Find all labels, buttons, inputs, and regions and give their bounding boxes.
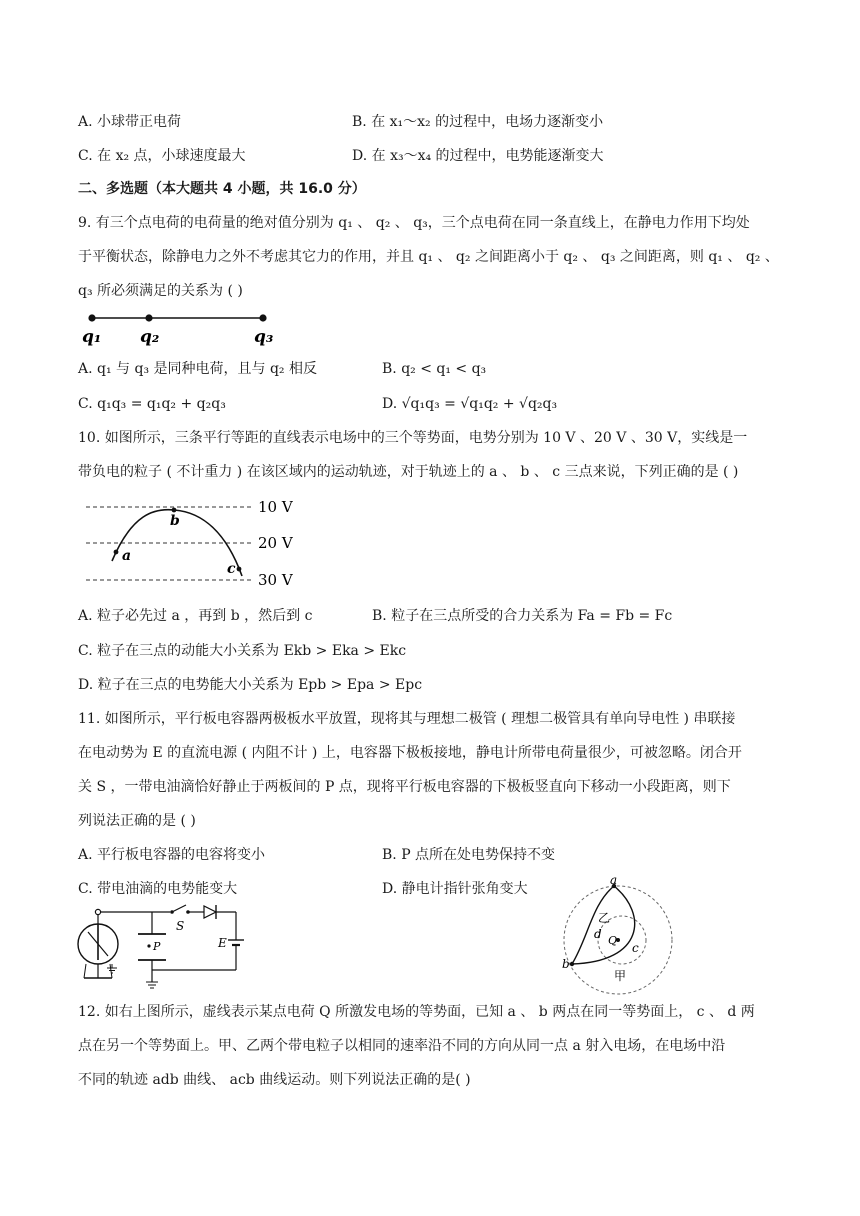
label-e: E: [218, 936, 227, 950]
charge-dot-q3: [259, 314, 266, 321]
point-b: [570, 962, 574, 966]
charge-dot-q1: [88, 314, 95, 321]
q9-stem-line1: 9. 有三个点电荷的电荷量的绝对值分别为 q₁ 、 q₂ 、 q₃，三个点电荷在同一条直线上，在静电力作用下均处: [78, 215, 750, 231]
q10-option-b: B. 粒子在三点所受的合力关系为 Fa = Fb = Fc: [372, 608, 673, 624]
q8-option-c: C. 在 x₂ 点，小球速度最大: [78, 148, 246, 164]
q9-stem-line3: q₃ 所必须满足的关系为 ( ): [78, 283, 243, 299]
label-10v: 10 V: [258, 498, 293, 516]
q11-stem-line3: 关 S ，一带电油滴恰好静止于两板间的 P 点，现将平行板电容器的下极板竖直向下移动一小段距离，则下: [78, 779, 731, 795]
label-c: c: [632, 941, 639, 955]
label-yi: 乙: [598, 911, 611, 925]
section-heading: 二、多选题（本大题共 4 小题，共 16.0 分）: [78, 181, 366, 197]
q11-option-d: D. 静电计指针张角变大: [382, 881, 528, 897]
label-20v: 20 V: [258, 534, 293, 552]
q8-option-b: B. 在 x₁～x₂ 的过程中，电场力逐渐变小: [352, 114, 604, 130]
q10-option-a: A. 粒子必先过 a ，再到 b ，然后到 c: [78, 608, 313, 624]
label-q: Q: [608, 934, 618, 947]
q11-option-c: C. 带电油滴的电势能变大: [78, 881, 238, 897]
charge-dot-q2: [145, 314, 152, 321]
q10-option-d: D. 粒子在三点的电势能大小关系为 Epb > Epa > Epc: [78, 677, 423, 693]
charge-label-q1: q₁: [82, 327, 102, 347]
switch-s: [172, 905, 186, 912]
electrometer-terminal: [95, 909, 100, 914]
q10-stem-line1: 10. 如图所示，三条平行等距的直线表示电场中的三个等势面，电势分别为 10 V 、20 V 、30 V，实线是一: [78, 430, 748, 446]
point-a: [114, 550, 119, 555]
q11-stem-line2: 在电动势为 E 的直流电源 ( 内阻不计 ) 上，电容器下极板接地，静电计所带电荷量很少，可被忽略。闭合开: [78, 745, 742, 761]
label-a: a: [610, 876, 618, 887]
q9-option-c: C. q₁q₃ = q₁q₂ + q₂q₃: [78, 396, 226, 412]
label-b: b: [562, 957, 570, 971]
q12-stem-line1: 12. 如右上图所示，虚线表示某点电荷 Q 所激发电场的等势面，已知 a 、 b 两点在同一等势面上， c 、 d 两: [78, 1004, 755, 1020]
q8-option-d: D. 在 x₃～x₄ 的过程中，电势能逐渐变大: [352, 148, 604, 164]
q12-stem-line3: 不同的轨迹 adb 曲线、 acb 曲线运动。则下列说法正确的是( ): [78, 1072, 471, 1088]
diode: [204, 906, 216, 918]
q11-option-a: A. 平行板电容器的电容将变小: [78, 847, 266, 863]
q11-option-b: B. P 点所在处电势保持不变: [382, 847, 556, 863]
trajectory-adb: [572, 886, 614, 964]
point-p: [147, 944, 150, 947]
label-b: b: [170, 513, 180, 529]
q10-option-c: C. 粒子在三点的动能大小关系为 Ekb > Eka > Ekc: [78, 643, 407, 659]
q9-option-d: D. √q₁q₃ = √q₁q₂ + √q₂q₃: [382, 396, 558, 412]
q11-stem-line1: 11. 如图所示，平行板电容器两极板水平放置，现将其与理想二极管 ( 理想二极管具有单向导电性 ) 串联接: [78, 711, 736, 727]
label-30v: 30 V: [258, 571, 293, 589]
q8-option-a: A. 小球带正电荷: [78, 114, 182, 130]
q9-option-a: A. q₁ 与 q₃ 是同种电荷，且与 q₂ 相反: [78, 361, 317, 377]
label-p: P: [153, 940, 161, 953]
label-switch-s: S: [176, 919, 185, 933]
q9-charges-figure: [78, 306, 288, 350]
label-d: d: [594, 927, 602, 941]
charge-label-q2: q₂: [140, 327, 160, 347]
label-jia: 甲: [614, 969, 627, 983]
point-b: [172, 508, 177, 513]
q10-stem-line2: 带负电的粒子 ( 不计重力 ) 在该区域内的运动轨迹，对于轨迹上的 a 、 b 、 c 三点来说，下列正确的是 ( ): [78, 464, 739, 480]
label-a: a: [122, 548, 132, 564]
point-c: [237, 567, 242, 572]
q10-equipotential-figure: [84, 494, 304, 592]
q9-stem-line2: 于平衡状态，除静电力之外不考虑其它力的作用，并且 q₁ 、 q₂ 之间距离小于 q₂ 、 q₃ 之间距离，则 q₁ 、 q₂ 、: [78, 249, 779, 265]
q11-circuit-figure: [72, 902, 252, 998]
q9-option-b: B. q₂ < q₁ < q₃: [382, 361, 487, 377]
q11-stem-line4: 列说法正确的是 ( ): [78, 813, 196, 829]
q12-field-figure: [562, 876, 692, 996]
charge-label-q3: q₃: [254, 327, 274, 347]
label-c: c: [227, 561, 236, 577]
q12-stem-line2: 点在另一个等势面上。甲、乙两个带电粒子以相同的速率沿不同的方向从同一点 a 射入电场，在电场中沿: [78, 1038, 726, 1054]
